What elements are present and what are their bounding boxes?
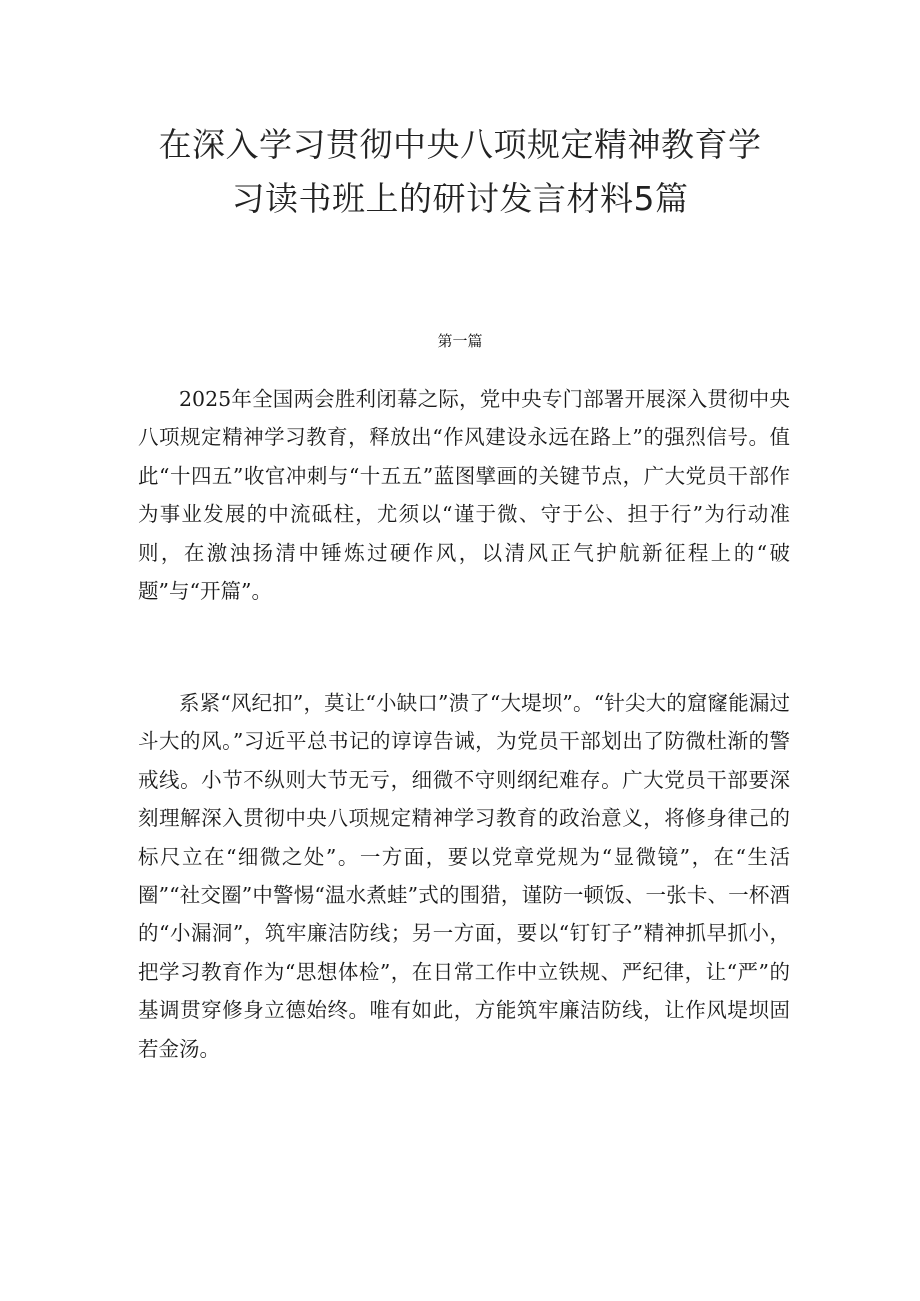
section-heading: 第一篇 — [437, 332, 483, 350]
body-paragraph-1: 2025年全国两会胜利闭幕之际，党中央专门部署开展深入贯彻中央八项规定精神学习教育，释放出“作风建设永远在路上”的强烈信号。值此“十四五”收官冲刺与“十五五”蓝图擘画的关键节点，广大党员干部作为事业发展的中流砥柱，尤须以“谨于微、守于公、担于行”为行动准则，在激浊扬清中锤炼过硬作风，以清风正气护航新征程上的“破题”与“开篇”。 — [138, 387, 790, 604]
document-title — [130, 118, 790, 226]
document-title-line-2: 习读书班上的研讨发言材料5篇 — [231, 179, 689, 218]
body-paragraph-2: 系紧“风纪扣”，莫让“小缺口”溃了“大堤坝”。“针尖大的窟窿能漏过斗大的风。”习近平总书记的谆谆告诫，为党员干部划出了防微杜渐的警戒线。小节不纵则大节无亏，细微不守则纲纪难存。广大党员干部要深刻理解深入贯彻中央八项规定精神学习教育的政治意义，将修身律己的标尺立在“细微之处”。一方面，要以党章党规为“显微镜”，在“生活圈”“社交圈”中警惕“温水煮蛙”式的围猎，谨防一顿饭、一张卡、一杯酒的“小漏洞”，筑牢廉洁防线；另一方面，要以“钉钉子”精神抓早抓小，把学习教育作为“思想体检”，在日常工作中立铁规、严纪律，让“严”的基调贯穿修身立德始终。唯有如此，方能筑牢廉洁防线，让作风堤坝固若金汤。 — [138, 691, 790, 1061]
document-title-line-1: 在深入学习贯彻中央八项规定精神教育学 — [158, 125, 762, 164]
